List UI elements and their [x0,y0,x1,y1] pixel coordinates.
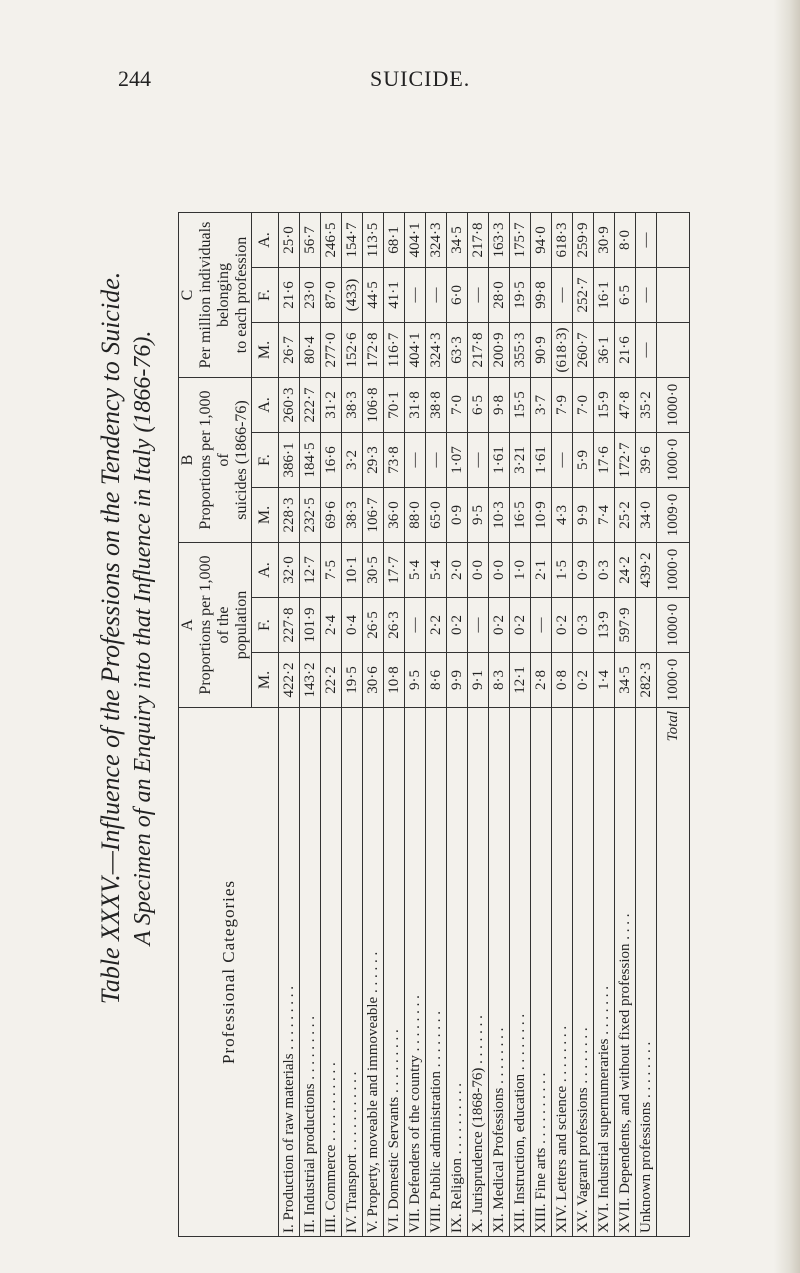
value-cell: 3·7 [531,378,552,433]
category-cell: VIII. Public administration . . . . . . . . [426,708,447,1237]
value-cell: 5·4 [426,543,447,598]
value-cell: 41·1 [384,268,405,323]
value-cell: — [552,268,573,323]
value-cell: 2·4 [321,598,342,653]
value-cell: 324·3 [426,323,447,378]
value-cell: 35·2 [636,378,657,433]
value-cell: 175·7 [510,213,531,268]
category-cell: VII. Defenders of the country . . . . . . . . [405,708,426,1237]
total-cell: 1009·0 [657,488,690,543]
group-header-a: A Proportions per 1,000 of the population [179,543,252,708]
category-cell: XIII. Fine arts . . . . . . . . . . [531,708,552,1237]
value-cell: 15·9 [594,378,615,433]
value-cell: 30·5 [363,543,384,598]
category-cell: V. Property, moveable and immoveable . . . . . . [363,708,384,1237]
total-cell [657,213,690,268]
value-cell: 597·9 [615,598,636,653]
value-cell: 38·8 [426,378,447,433]
value-cell: 324·3 [426,213,447,268]
category-cell: XII. Instruction, education . . . . . . . . [510,708,531,1237]
value-cell: — [426,268,447,323]
value-cell: 0·3 [594,543,615,598]
value-cell: 0·2 [510,598,531,653]
value-cell: 30·9 [594,213,615,268]
value-cell: 10·1 [342,543,363,598]
value-cell: 34·5 [615,653,636,708]
value-cell: 154·7 [342,213,363,268]
value-cell: 68·1 [384,213,405,268]
value-cell: — [405,598,426,653]
value-cell: 69·6 [321,488,342,543]
value-cell: 65·0 [426,488,447,543]
value-cell: 228·3 [279,488,300,543]
value-cell: 3·21 [510,433,531,488]
value-cell: — [636,268,657,323]
category-cell: I. Production of raw materials . . . . . . . . . [279,708,300,1237]
value-cell: 19·5 [510,268,531,323]
table-row [615,213,636,1237]
value-cell: 200·9 [489,323,510,378]
value-cell: 23·0 [300,268,321,323]
value-cell: 172·7 [615,433,636,488]
value-cell: 227·8 [279,598,300,653]
value-cell: (618·3) [552,323,573,378]
value-cell: 1·07 [447,433,468,488]
value-cell: 184·5 [300,433,321,488]
value-cell: 0·3 [573,598,594,653]
subhead-m: M. [252,323,279,378]
value-cell: 5·9 [573,433,594,488]
table-row [636,213,657,1237]
value-cell: — [636,213,657,268]
value-cell: 386·1 [279,433,300,488]
value-cell: 260·3 [279,378,300,433]
value-cell: — [531,598,552,653]
suicide-professions-table [178,212,690,1237]
value-cell: 439·2 [636,543,657,598]
category-cell: IV. Transport . . . . . . . . . . . [342,708,363,1237]
value-cell: 0·0 [489,543,510,598]
table-row [552,213,573,1237]
value-cell: 15·5 [510,378,531,433]
value-cell: 252·7 [573,268,594,323]
page-fold-shadow [774,0,800,1273]
value-cell: 232·5 [300,488,321,543]
value-cell: (433) [342,268,363,323]
table-row [447,213,468,1237]
table-row [363,213,384,1237]
value-cell: 9·5 [468,488,489,543]
value-cell: 7·4 [594,488,615,543]
value-cell: 73·8 [384,433,405,488]
value-cell: — [552,433,573,488]
value-cell: 101·9 [300,598,321,653]
value-cell: — [468,433,489,488]
value-cell: 16·1 [594,268,615,323]
value-cell: 38·3 [342,378,363,433]
category-cell: Unknown professions . . . . . . . . [636,708,657,1237]
table-row [468,213,489,1237]
value-cell: 16·5 [510,488,531,543]
value-cell: 2·8 [531,653,552,708]
subhead-a: A. [252,378,279,433]
table-row [300,213,321,1237]
value-cell: — [636,323,657,378]
table-title: Table XXXV.—Influence of the Professions on the Tendency to Suicide. [96,271,125,1005]
value-cell: 28·0 [489,268,510,323]
group-header-c: C Per million individuals belonging to each profession [179,213,252,378]
value-cell: 9·8 [489,378,510,433]
value-cell: 246·5 [321,213,342,268]
value-cell: 12·7 [300,543,321,598]
value-cell: 7·5 [321,543,342,598]
subhead-f: F. [252,598,279,653]
value-cell: 8·3 [489,653,510,708]
value-cell: 31·2 [321,378,342,433]
value-cell: 9·1 [468,653,489,708]
value-cell: 44·5 [363,268,384,323]
value-cell: 25·0 [279,213,300,268]
value-cell: 32·0 [279,543,300,598]
category-cell: XVII. Dependents, and without fixed profession . . . . [615,708,636,1237]
value-cell: 152·6 [342,323,363,378]
value-cell: 282·3 [636,653,657,708]
value-cell: 618·3 [552,213,573,268]
value-cell: — [468,598,489,653]
value-cell: 0·0 [468,543,489,598]
category-cell: III. Commerce . . . . . . . . . . . [321,708,342,1237]
value-cell: 34·0 [636,488,657,543]
value-cell: 5·4 [405,543,426,598]
value-cell: 6·5 [615,268,636,323]
total-row [657,213,690,1237]
value-cell: 10·9 [531,488,552,543]
value-cell: 16·6 [321,433,342,488]
value-cell: 10·3 [489,488,510,543]
value-cell: 1·4 [594,653,615,708]
total-cell: 1000·0 [657,598,690,653]
table-row [405,213,426,1237]
value-cell: 3·2 [342,433,363,488]
value-cell: 17·6 [594,433,615,488]
value-cell: 63·3 [447,323,468,378]
subhead-a: A. [252,213,279,268]
value-cell: 4·3 [552,488,573,543]
value-cell: 19·5 [342,653,363,708]
table-row [594,213,615,1237]
value-cell: 1·5 [552,543,573,598]
value-cell: 36·0 [384,488,405,543]
category-cell: XIV. Letters and science . . . . . . . . [552,708,573,1237]
value-cell: 8·0 [615,213,636,268]
value-cell: 9·9 [447,653,468,708]
value-cell: 0·9 [447,488,468,543]
total-cell: 1000·0 [657,433,690,488]
value-cell: 0·2 [447,598,468,653]
total-cell [657,268,690,323]
subhead-f: F. [252,268,279,323]
value-cell [636,598,657,653]
subhead-m: M. [252,488,279,543]
page-number: 244 [118,66,151,91]
value-cell: 355·3 [510,323,531,378]
category-cell: XI. Medical Professions . . . . . . . . [489,708,510,1237]
value-cell: 259·9 [573,213,594,268]
value-cell: 1·61 [489,433,510,488]
value-cell: 0·8 [552,653,573,708]
value-cell: 217·8 [468,323,489,378]
value-cell: 87·0 [321,268,342,323]
group-header-b: B Proportions per 1,000 of suicides (1866-76) [179,378,252,543]
category-cell: XVI. Industrial supernumeraries . . . . . . . [594,708,615,1237]
running-title: SUICIDE. [370,66,471,91]
value-cell: — [405,433,426,488]
subhead-f: F. [252,433,279,488]
value-cell: 2·2 [426,598,447,653]
value-cell: 7·0 [573,378,594,433]
value-cell: 0·9 [573,543,594,598]
value-cell: 2·0 [447,543,468,598]
value-cell: 26·3 [384,598,405,653]
value-cell: 99·8 [531,268,552,323]
value-cell: 12·1 [510,653,531,708]
category-cell: X. Jurisprudence (1868-76) . . . . . . . [468,708,489,1237]
value-cell: 31·8 [405,378,426,433]
value-cell: 21·6 [615,323,636,378]
value-cell: 56·7 [300,213,321,268]
value-cell: 422·2 [279,653,300,708]
value-cell: 38·3 [342,488,363,543]
value-cell: 25·2 [615,488,636,543]
value-cell: 404·1 [405,213,426,268]
value-cell: 143·2 [300,653,321,708]
table-row [573,213,594,1237]
value-cell: 22·2 [321,653,342,708]
table-row [279,213,300,1237]
category-cell: VI. Domestic Servants . . . . . . . . . [384,708,405,1237]
total-cell: 1000·0 [657,653,690,708]
value-cell: 88·0 [405,488,426,543]
category-cell: XV. Vagrant professions . . . . . . . . [573,708,594,1237]
value-cell: 10·8 [384,653,405,708]
table-row [426,213,447,1237]
category-header: Professional Categories [179,708,279,1237]
table-row [321,213,342,1237]
value-cell: 34·5 [447,213,468,268]
value-cell: 36·1 [594,323,615,378]
value-cell: 116·7 [384,323,405,378]
total-cell: 1000·0 [657,543,690,598]
total-label: Total [657,708,690,1237]
subhead-m: M. [252,653,279,708]
value-cell: 70·1 [384,378,405,433]
value-cell: 404·1 [405,323,426,378]
value-cell: — [405,268,426,323]
value-cell: 26·7 [279,323,300,378]
value-cell: 17·7 [384,543,405,598]
value-cell: 80·4 [300,323,321,378]
value-cell: — [468,268,489,323]
value-cell: 0·2 [552,598,573,653]
total-cell [657,323,690,378]
value-cell: 0·2 [489,598,510,653]
value-cell: 217·8 [468,213,489,268]
value-cell: 90·9 [531,323,552,378]
value-cell: 1·0 [510,543,531,598]
value-cell: 106·7 [363,488,384,543]
value-cell: 260·7 [573,323,594,378]
value-cell: 6·0 [447,268,468,323]
table-row [510,213,531,1237]
table-subtitle: A Specimen of an Enquiry into that Influence in Italy (1866-76). [130,330,156,946]
value-cell: 1·61 [531,433,552,488]
value-cell: 222·7 [300,378,321,433]
value-cell: 163·3 [489,213,510,268]
value-cell: 7·9 [552,378,573,433]
value-cell: 277·0 [321,323,342,378]
value-cell: 6·5 [468,378,489,433]
subhead-a: A. [252,543,279,598]
value-cell: 106·8 [363,378,384,433]
value-cell: 113·5 [363,213,384,268]
value-cell: 21·6 [279,268,300,323]
value-cell: 9·5 [405,653,426,708]
category-cell: II. Industrial productions . . . . . . . . . [300,708,321,1237]
value-cell: 13·9 [594,598,615,653]
value-cell: 39·6 [636,433,657,488]
value-cell: 0·4 [342,598,363,653]
value-cell: 7·0 [447,378,468,433]
value-cell: 0·2 [573,653,594,708]
value-cell: 172·8 [363,323,384,378]
table-row [489,213,510,1237]
value-cell: 2·1 [531,543,552,598]
value-cell: 26·5 [363,598,384,653]
total-cell: 1000·0 [657,378,690,433]
table-body [279,213,690,1237]
table-row [531,213,552,1237]
table-row [384,213,405,1237]
value-cell: 94·0 [531,213,552,268]
value-cell: 9·9 [573,488,594,543]
value-cell: — [426,433,447,488]
value-cell: 30·6 [363,653,384,708]
value-cell: 24·2 [615,543,636,598]
value-cell: 29·3 [363,433,384,488]
value-cell: 8·6 [426,653,447,708]
category-cell: IX. Religion . . . . . . . . . . [447,708,468,1237]
value-cell: 47·8 [615,378,636,433]
table-row [342,213,363,1237]
